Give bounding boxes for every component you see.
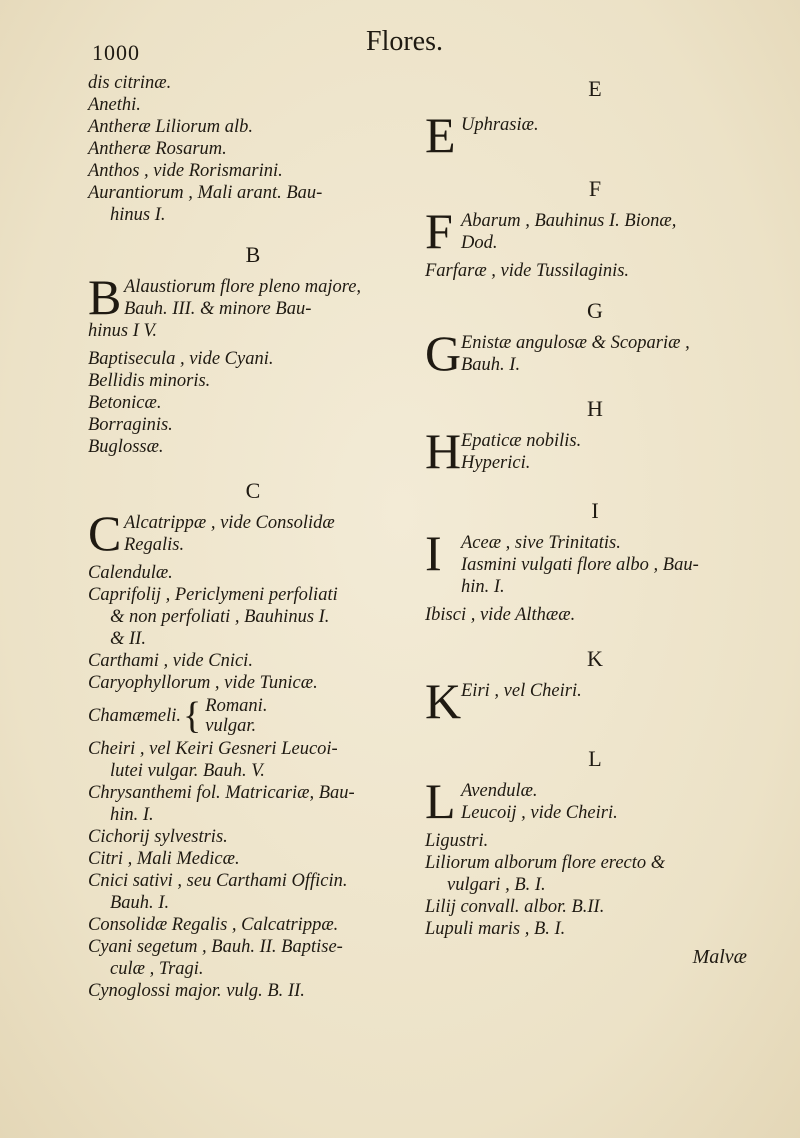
- entry-line: hin. I.: [461, 577, 505, 597]
- right-column: [425, 74, 765, 968]
- entry-c: [88, 505, 418, 561]
- entry-line: Bellidis minoris.: [88, 371, 211, 391]
- entry-line: Regalis.: [124, 535, 185, 555]
- entry-line: Bauh. I.: [461, 355, 521, 375]
- entry-line: culæ , Tragi.: [110, 959, 204, 979]
- section-letter-b: B: [245, 242, 261, 267]
- brace: {: [183, 695, 202, 737]
- entry-line: & II.: [110, 629, 146, 649]
- drop-cap-f: F: [425, 203, 453, 259]
- entry-line: Ligustri.: [425, 831, 489, 851]
- entry-g: [425, 325, 765, 381]
- entry-line: hinus I V.: [88, 321, 158, 341]
- entry-line: Consolidæ Regalis , Calcatrippæ.: [88, 915, 339, 935]
- drop-cap-c: C: [88, 505, 122, 561]
- entry-line: dis citrinæ.: [88, 73, 172, 93]
- entry-line: vulgari , B. I.: [447, 875, 546, 895]
- section-letter-c: C: [245, 478, 261, 503]
- entry-line: Calendulæ.: [88, 563, 173, 583]
- entry-label: Chamæmeli.: [88, 706, 182, 726]
- entry-line: Anthos , vide Rorismarini.: [88, 161, 283, 181]
- entry-line: Enistæ angulosæ & Scopariæ ,: [461, 333, 690, 353]
- entry-line: Anethi.: [88, 95, 141, 115]
- entry-line: Buglossæ.: [88, 437, 164, 457]
- entry-l: [425, 773, 765, 829]
- entry-line: Ibisci , vide Althææ.: [425, 605, 576, 625]
- entry-line: Betonicæ.: [88, 393, 162, 413]
- entry-line: Bauh. I.: [110, 893, 170, 913]
- entry-line: lutei vulgar. Bauh. V.: [110, 761, 265, 781]
- entry-line: hinus I.: [110, 205, 166, 225]
- entry-line: Caprifolij , Periclymeni perfoliati: [88, 585, 338, 605]
- entry-line: Aceæ , sive Trinitatis.: [461, 533, 621, 553]
- entry-line: Antheræ Liliorum alb.: [88, 117, 253, 137]
- entry-line: Iasmini vulgati flore albo , Bau-: [461, 555, 699, 575]
- entry-line: Avendulæ.: [461, 781, 538, 801]
- section-letter-f: F: [588, 176, 602, 201]
- entry-line: Lupuli maris , B. I.: [425, 919, 566, 939]
- entry-line: Epaticæ nobilis.: [461, 431, 582, 451]
- entry-line: Antheræ Rosarum.: [88, 139, 227, 159]
- entry-group-a: [88, 72, 418, 226]
- entry-option: Romani.: [205, 696, 268, 716]
- page-number: 1000: [92, 40, 140, 65]
- section-letter-g: G: [587, 298, 603, 323]
- entry-line: Cnici sativi , seu Carthami Officin.: [88, 871, 348, 891]
- catchword: Malvæ: [692, 946, 747, 968]
- entry-i: [425, 525, 765, 598]
- entry-line: Leucoij , vide Cheiri.: [461, 803, 618, 823]
- drop-cap-g: G: [425, 325, 462, 381]
- entry-option: vulgar.: [205, 716, 257, 736]
- entry-f: [425, 203, 765, 259]
- entry-line: Bauh. III. & minore Bau-: [124, 299, 312, 319]
- entry-line: & non perfoliati , Bauhinus I.: [110, 607, 330, 627]
- drop-cap-h: H: [425, 423, 462, 479]
- section-letter-l: L: [588, 746, 602, 771]
- drop-cap-i: I: [425, 525, 442, 581]
- drop-cap-k: K: [425, 673, 462, 729]
- drop-cap-e: E: [425, 107, 456, 163]
- entry-line: Alaustiorum flore pleno majore,: [124, 277, 362, 297]
- entry-line: Cheiri , vel Keiri Gesneri Leucoi-: [88, 739, 338, 759]
- entry-k: [425, 673, 765, 729]
- entry-line: Liliorum alborum flore erecto &: [425, 853, 666, 873]
- drop-cap-b: B: [88, 269, 122, 325]
- drop-cap-l: L: [425, 773, 456, 829]
- running-head: Flores.: [366, 26, 443, 57]
- entry-line: Baptisecula , vide Cyani.: [88, 349, 274, 369]
- entry-line: Alcatrippæ , vide Consolidæ: [124, 513, 335, 533]
- entry-line: Borraginis.: [88, 415, 173, 435]
- entry-e: [425, 107, 765, 163]
- entry-line: Hyperici.: [461, 453, 531, 473]
- entry-line: Abarum , Bauhinus I. Bionæ,: [461, 211, 677, 231]
- section-letter-i: I: [591, 498, 599, 523]
- entry-line: Carthami , vide Cnici.: [88, 651, 253, 671]
- entry-line: hin. I.: [110, 805, 154, 825]
- entry-line: Farfaræ , vide Tussilaginis.: [425, 261, 630, 281]
- entry-line: Cynoglossi major. vulg. B. II.: [88, 981, 305, 1001]
- entry-line: Chrysanthemi fol. Matricariæ, Bau-: [88, 783, 355, 803]
- entry-line: Cichorij sylvestris.: [88, 827, 228, 847]
- entry-h: [425, 423, 765, 479]
- entry-line: Cyani segetum , Bauh. II. Baptise-: [88, 937, 343, 957]
- entry-line: Caryophyllorum , vide Tunicæ.: [88, 673, 318, 693]
- entry-line: Citri , Mali Medicæ.: [88, 849, 240, 869]
- entry-line: Aurantiorum , Mali arant. Bau-: [88, 183, 323, 203]
- entry-line: Dod.: [461, 233, 498, 253]
- section-letter-k: K: [587, 646, 603, 671]
- section-letter-e: E: [588, 76, 602, 101]
- entry-line: Eiri , vel Cheiri.: [461, 681, 582, 701]
- section-letter-h: H: [587, 396, 603, 421]
- entry-b: [88, 269, 418, 342]
- entry-line: Lilij convall. albor. B.II.: [425, 897, 605, 917]
- entry-chamaemeli: [88, 696, 418, 736]
- entry-line: Uphrasiæ.: [461, 115, 539, 135]
- left-column: [88, 72, 418, 1002]
